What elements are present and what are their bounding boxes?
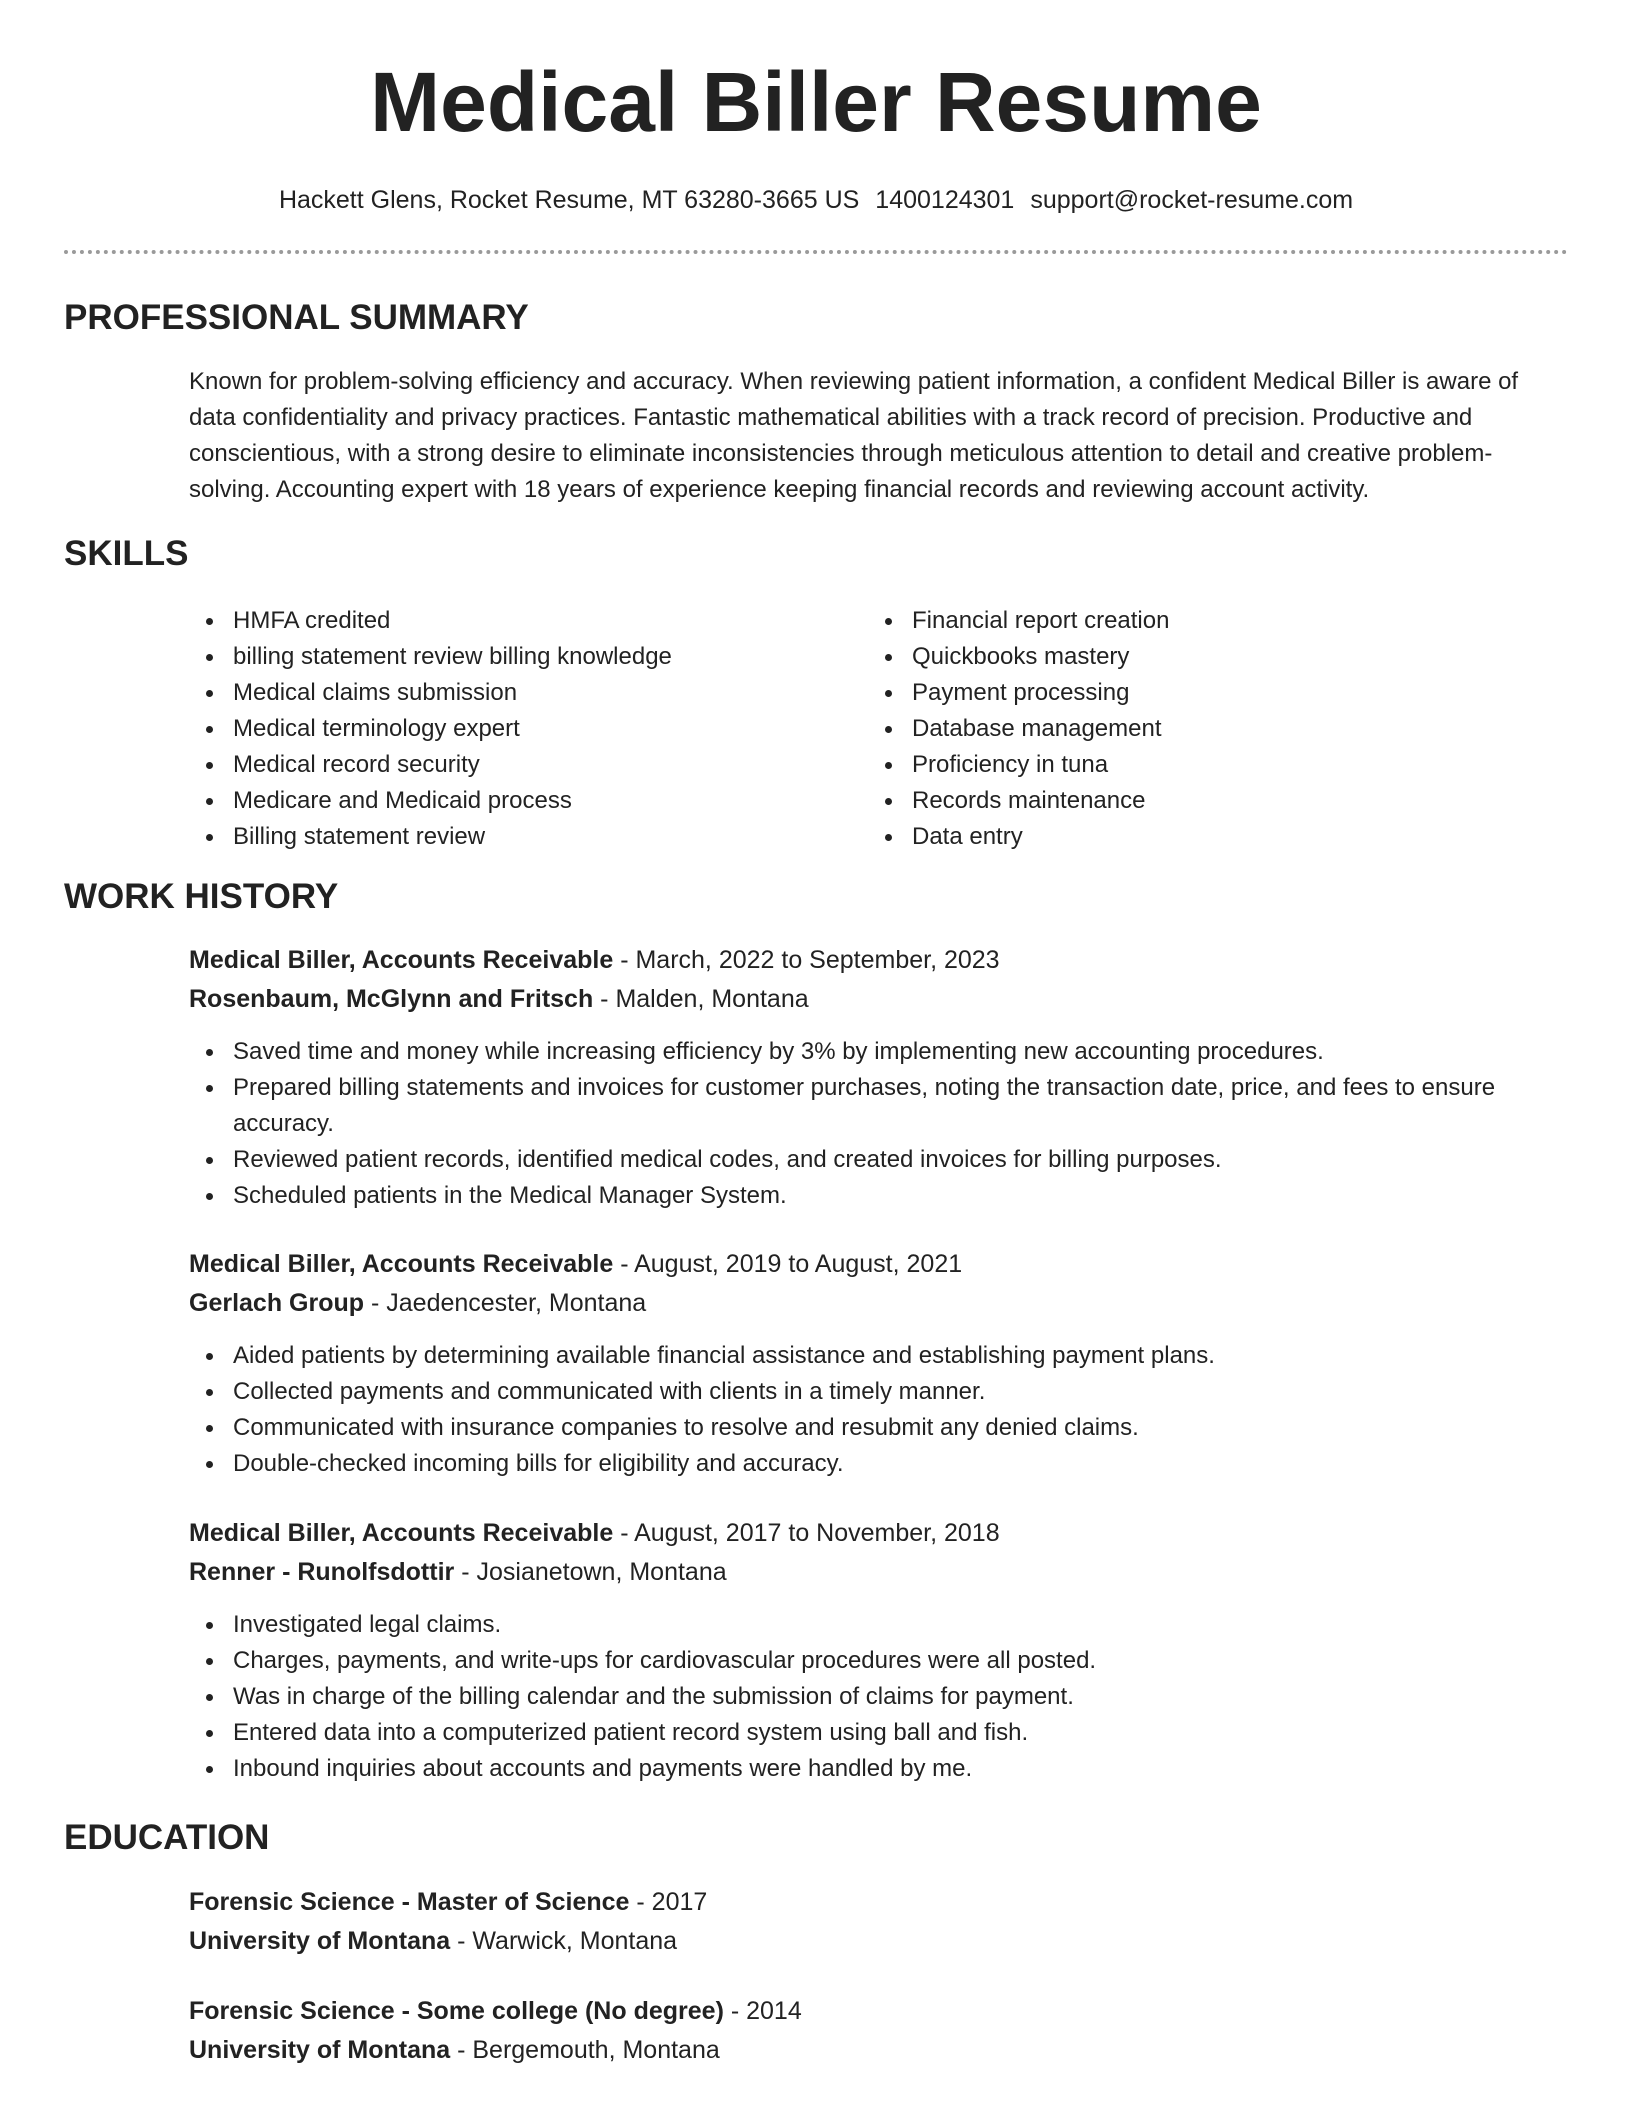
header-divider xyxy=(64,250,1568,254)
skills-list-right xyxy=(868,603,1508,855)
degree-line xyxy=(189,1883,1569,1922)
skill-item: Proficiency in tuna xyxy=(868,747,1508,783)
job-company: Renner - Runolfsdottir xyxy=(189,1558,455,1586)
duty-item: Charges, payments, and write-ups for cardiovascular procedures were all posted. xyxy=(189,1643,1569,1679)
job-company: Gerlach Group xyxy=(189,1289,365,1317)
education-heading: EDUCATION xyxy=(64,1818,270,1857)
job-duties xyxy=(189,1034,1569,1214)
duty-item: Aided patients by determining available financial assistance and establishing payment plans. xyxy=(189,1338,1569,1374)
email: support@rocket-resume.com xyxy=(1030,186,1354,214)
duty-item: Investigated legal claims. xyxy=(189,1607,1569,1643)
skill-item: billing statement review billing knowledge xyxy=(189,639,829,675)
job-title: Medical Biller, Accounts Receivable xyxy=(189,946,614,974)
skill-item: Database management xyxy=(868,711,1508,747)
job-duties xyxy=(189,1338,1569,1482)
skill-item: Data entry xyxy=(868,819,1508,855)
job-location: - Josianetown, Montana xyxy=(454,1558,727,1586)
resume-title: Medical Biller Resume xyxy=(370,55,1262,149)
skill-item: Medical claims submission xyxy=(189,675,829,711)
skill-item: Payment processing xyxy=(868,675,1508,711)
job-dates: - August, 2019 to August, 2021 xyxy=(613,1250,963,1278)
job-title: Medical Biller, Accounts Receivable xyxy=(189,1519,614,1547)
skill-item: Billing statement review xyxy=(189,819,829,855)
job-company: Rosenbaum, McGlynn and Fritsch xyxy=(189,985,594,1013)
skill-item: Medicare and Medicaid process xyxy=(189,783,829,819)
degree: Forensic Science - Master of Science xyxy=(189,1888,630,1916)
skill-item: Medical terminology expert xyxy=(189,711,829,747)
skills-heading: SKILLS xyxy=(64,534,189,573)
job-title: Medical Biller, Accounts Receivable xyxy=(189,1250,614,1278)
job-company-line xyxy=(189,980,1569,1019)
duty-item: Scheduled patients in the Medical Manager System. xyxy=(189,1178,1569,1214)
school: University of Montana xyxy=(189,1927,451,1955)
skill-item: Financial report creation xyxy=(868,603,1508,639)
duty-item: Saved time and money while increasing efficiency by 3% by implementing new accounting procedures. xyxy=(189,1034,1569,1070)
skills-list-left xyxy=(189,603,829,855)
school-line xyxy=(189,1922,1569,1961)
job-title-line xyxy=(189,1245,1569,1284)
summary-text: Known for problem-solving efficiency and accuracy. When reviewing patient information, a confident Medical Biller is aware of data confidentiality and privacy practices. Fantastic mathematical abilities with a track record of precision. Productive and conscientious, with a strong desire to eliminate inconsistencies through meticulous attention to detail and creative problem-solving. Accounting expert with 18 years of experience keeping financial records and reviewing account activity. xyxy=(189,368,1519,503)
address: Hackett Glens, Rocket Resume, MT 63280-3665 US xyxy=(278,186,860,214)
duty-item: Reviewed patient records, identified medical codes, and created invoices for billing purposes. xyxy=(189,1142,1569,1178)
duty-item: Was in charge of the billing calendar and the submission of claims for payment. xyxy=(189,1679,1569,1715)
school-location: - Warwick, Montana xyxy=(450,1927,678,1955)
contact-line xyxy=(0,182,1632,218)
job-dates: - March, 2022 to September, 2023 xyxy=(613,946,1000,974)
duty-item: Collected payments and communicated with clients in a timely manner. xyxy=(189,1374,1569,1410)
skill-item: Quickbooks mastery xyxy=(868,639,1508,675)
degree-line xyxy=(189,1992,1569,2031)
education-entry xyxy=(189,1883,1569,1961)
school-location: - Bergemouth, Montana xyxy=(450,2036,720,2064)
school-line xyxy=(189,2031,1569,2070)
job-entry xyxy=(189,941,1569,1214)
duty-item: Communicated with insurance companies to resolve and resubmit any denied claims. xyxy=(189,1410,1569,1446)
job-entry xyxy=(189,1245,1569,1482)
education-entry xyxy=(189,1992,1569,2070)
duty-item: Inbound inquiries about accounts and payments were handled by me. xyxy=(189,1751,1569,1787)
job-entry xyxy=(189,1514,1569,1787)
duty-item: Entered data into a computerized patient record system using ball and fish. xyxy=(189,1715,1569,1751)
phone: 1400124301 xyxy=(875,186,1015,214)
school: University of Montana xyxy=(189,2036,451,2064)
degree-year: - 2014 xyxy=(723,1997,802,2025)
skill-item: Medical record security xyxy=(189,747,829,783)
job-dates: - August, 2017 to November, 2018 xyxy=(613,1519,1000,1547)
job-location: - Malden, Montana xyxy=(593,985,809,1013)
job-location: - Jaedencester, Montana xyxy=(364,1289,647,1317)
job-title-line xyxy=(189,941,1569,980)
job-company-line xyxy=(189,1284,1569,1323)
duty-item: Double-checked incoming bills for eligibility and accuracy. xyxy=(189,1446,1569,1482)
skill-item: HMFA credited xyxy=(189,603,829,639)
summary-heading: PROFESSIONAL SUMMARY xyxy=(64,298,529,337)
duty-item: Prepared billing statements and invoices for customer purchases, noting the transaction date, price, and fees to ensure accuracy. xyxy=(189,1070,1569,1142)
job-company-line xyxy=(189,1553,1569,1592)
degree-year: - 2017 xyxy=(629,1888,708,1916)
work-history-heading: WORK HISTORY xyxy=(64,877,339,916)
job-duties xyxy=(189,1607,1569,1787)
job-title-line xyxy=(189,1514,1569,1553)
degree: Forensic Science - Some college (No degree) xyxy=(189,1997,724,2025)
skill-item: Records maintenance xyxy=(868,783,1508,819)
